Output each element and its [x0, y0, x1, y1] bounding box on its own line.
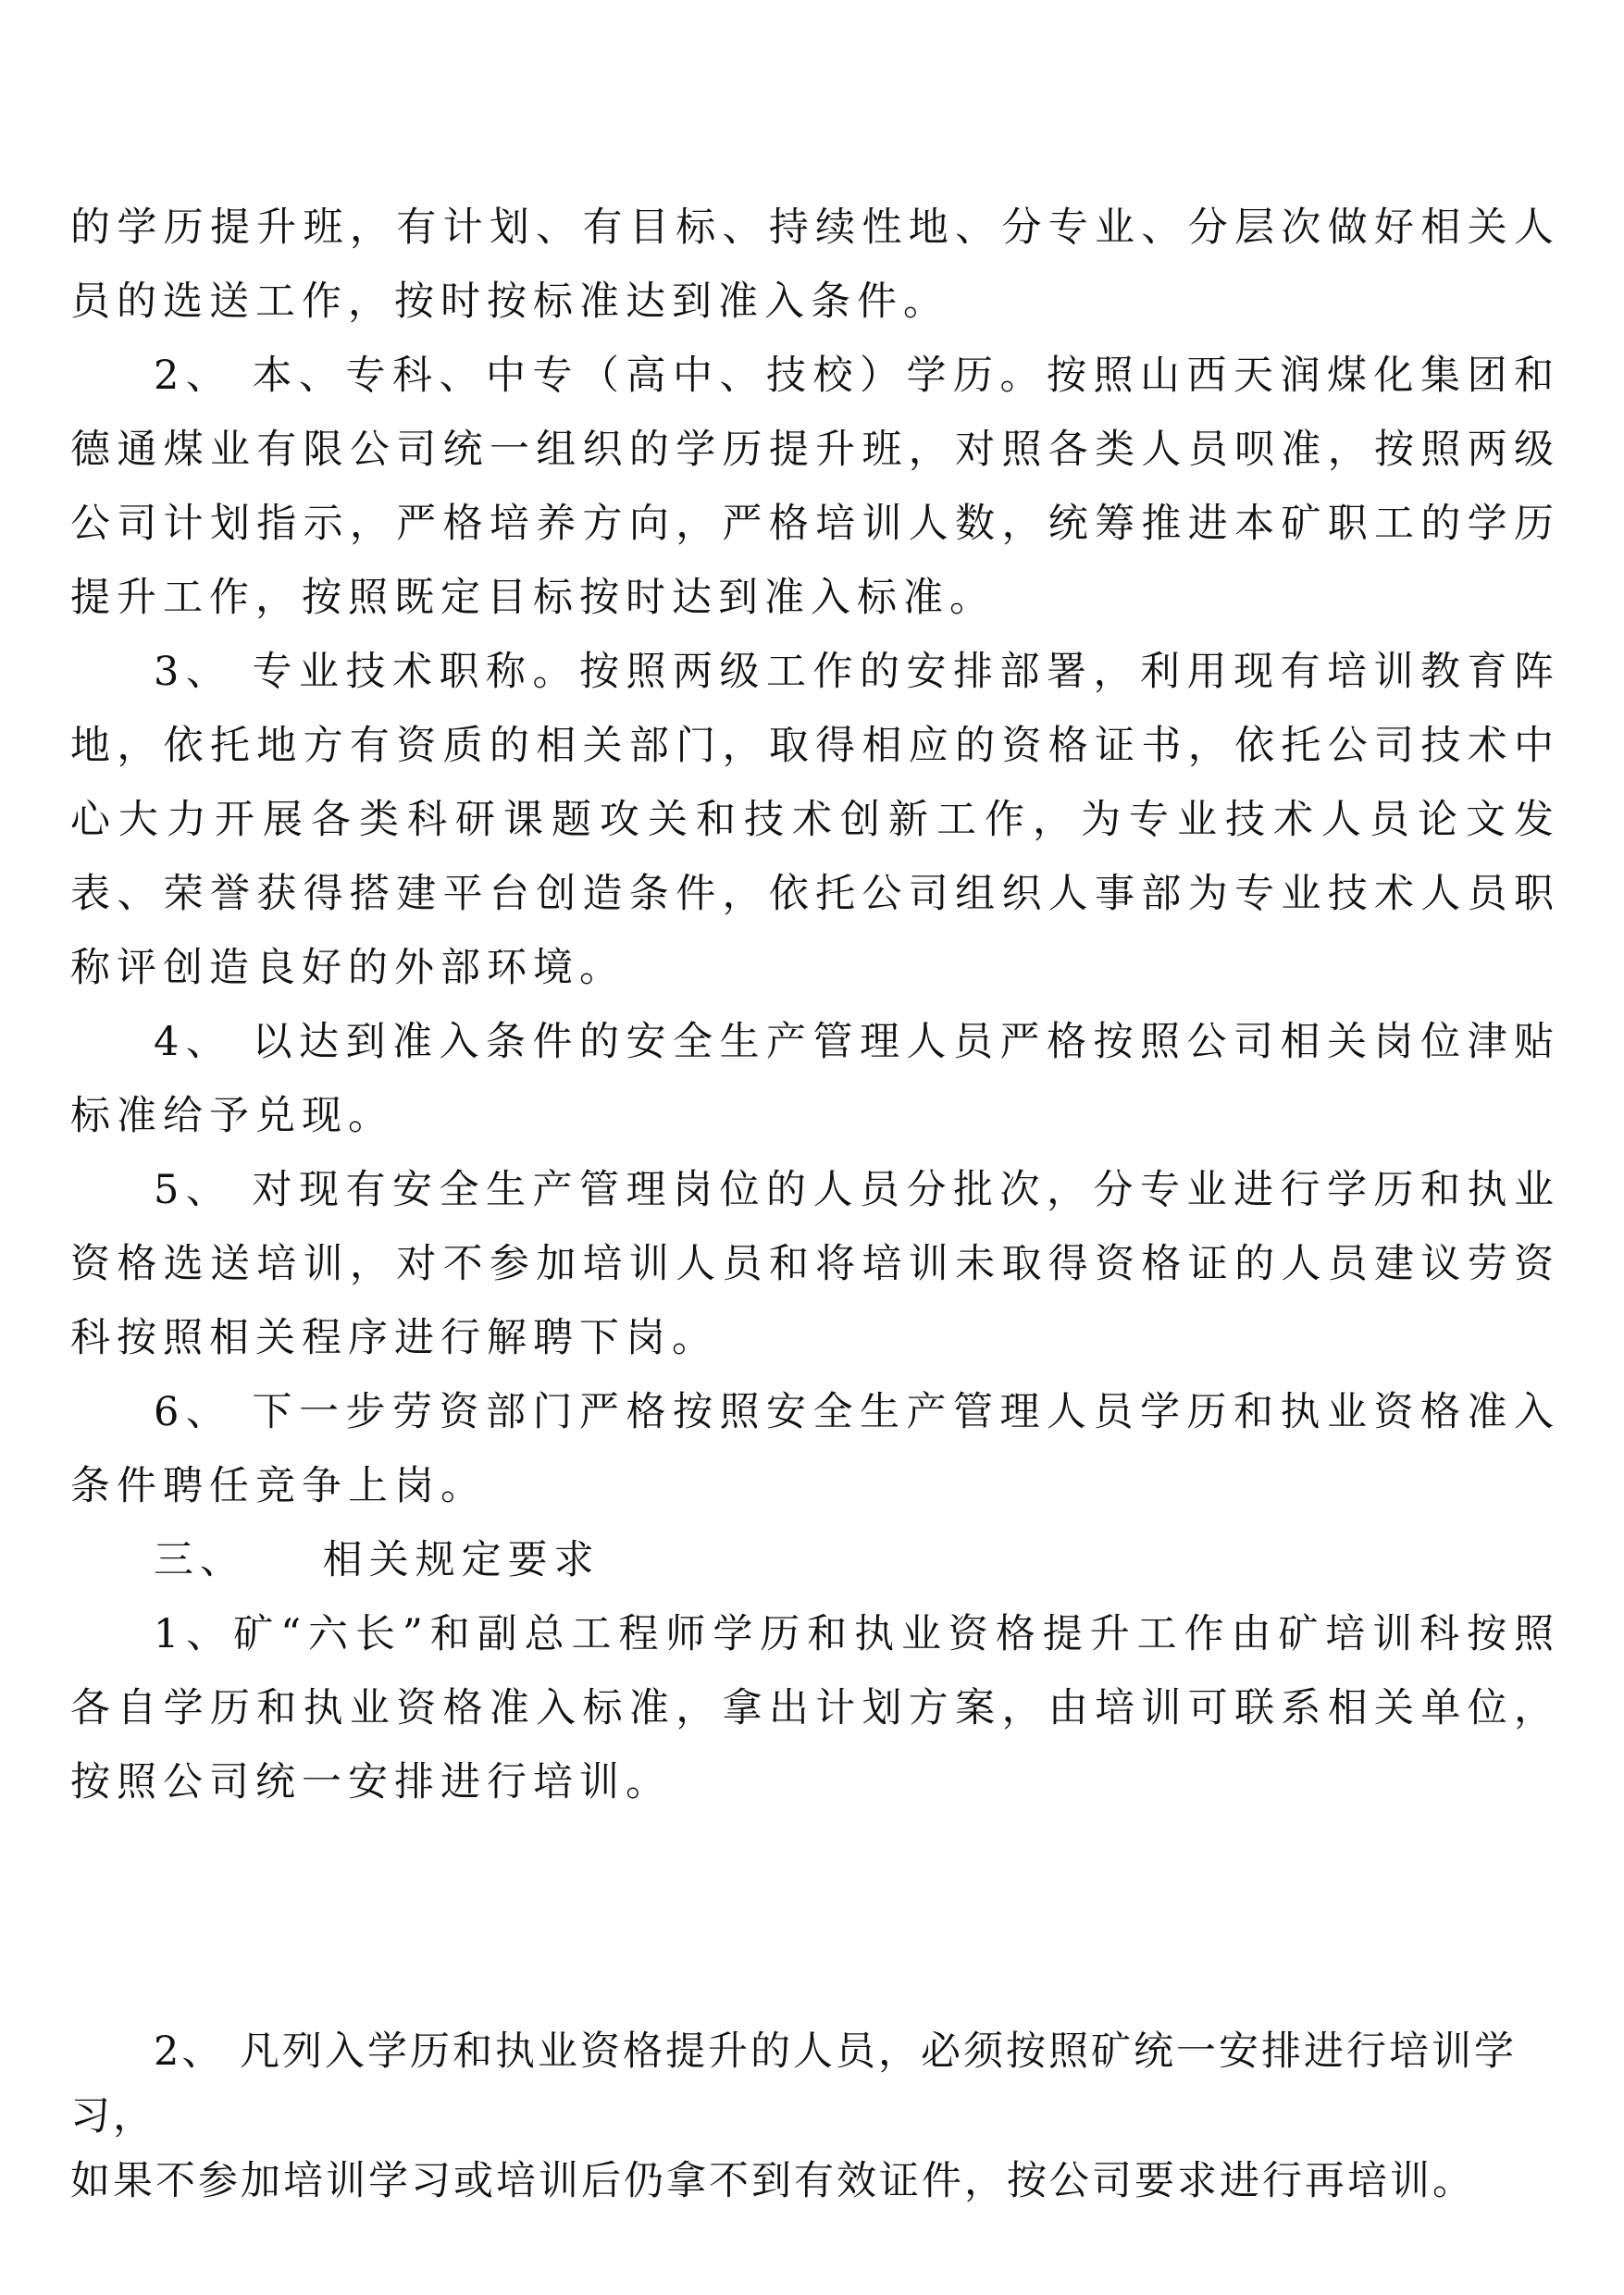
requirement-item-2-line-2: 如果不参加培训学习或培训后仍拿不到有效证件，按公司要求进行再培训。: [70, 2158, 1475, 2204]
paragraph-continuation: 的学历提升班，有计划、有目标、持续性地、分专业、分层次做好相关人员的选送工作，按时按标准达到准入条件。: [70, 205, 1560, 325]
paragraph-item-5: 5、 对现有安全生产管理岗位的人员分批次，分专业进行学历和执业资格选送培训，对不参加培训人员和将培训未取得资格证的人员建议劳资科按照相关程序进行解聘下岗。: [70, 1167, 1560, 1361]
paragraph-item-3: 3、 专业技术职称。按照两级工作的安排部署，利用现有培训教育阵地，依托地方有资质的相关部门，取得相应的资格证书，依托公司技术中心大力开展各类科研课题攻关和技术创新工作，为专业技术人员论文发表、荣誉获得搭建平台创造条件，依托公司组织人事部为专业技术人员职称评创造良好的外部环境。: [70, 649, 1560, 991]
requirement-item-2-line-1: 2、 凡列入学历和执业资格提升的人员，必须按照矿统一安排进行培训学习，: [70, 2028, 1518, 2140]
section-heading-3: 三、 相关规定要求: [154, 1537, 601, 1583]
body-text-upper: [70, 191, 1560, 1819]
body-text-lower: [70, 2019, 1560, 2214]
paragraph-item-6: 6、 下一步劳资部门严格按照安全生产管理人员学历和执业资格准入条件聘任竞争上岗。: [70, 1389, 1560, 1509]
paragraph-item-4: 4、 以达到准入条件的安全生产管理人员严格按照公司相关岗位津贴标准给予兑现。: [70, 1019, 1560, 1139]
paragraph-item-2: 2、 本、专科、中专（高中、技校）学历。按照山西天润煤化集团和德通煤业有限公司统一组织的学历提升班，对照各类人员呗准，按照两级公司计划指示，严格培养方向，严格培训人数，统筹推进本矿职工的学历提升工作，按照既定目标按时达到准入标准。: [70, 353, 1560, 621]
requirement-item-1: 1、矿“六长”和副总工程师学历和执业资格提升工作由矿培训科按照各自学历和执业资格准入标准，拿出计划方案，由培训可联系相关单位，按照公司统一安排进行培训。: [70, 1611, 1560, 1805]
